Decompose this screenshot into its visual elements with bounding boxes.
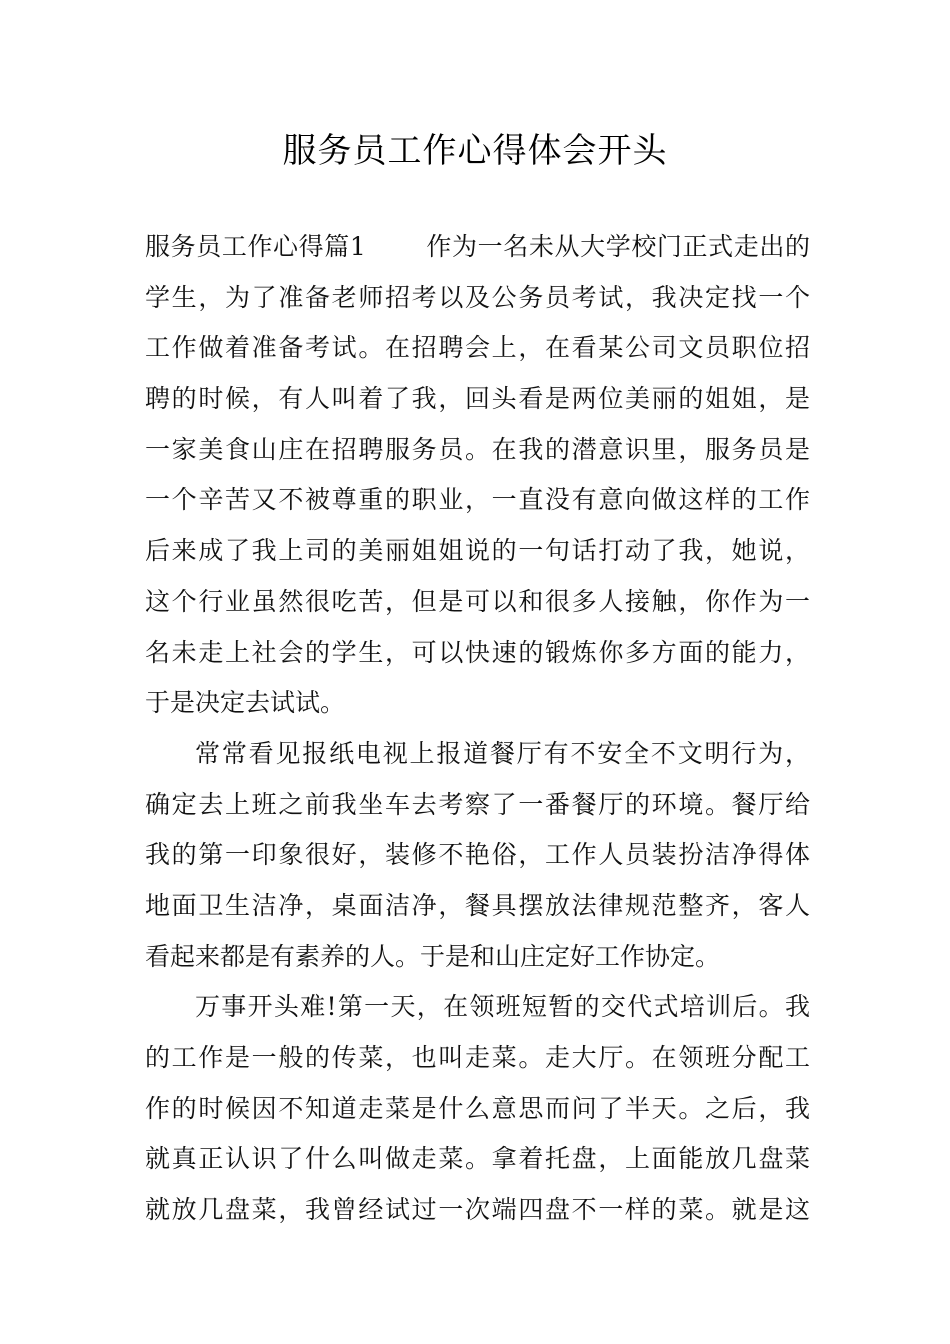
text-line: 常常看见报纸电视上报道餐厅有不安全不文明行为， [195, 738, 810, 768]
text-line: 这个行业虽然很吃苦，但是可以和很多人接触，你作为一 [145, 586, 810, 616]
text-line: 确定去上班之前我坐车去考察了一番餐厅的环境。餐厅给 [145, 789, 810, 819]
text-line: 就放几盘菜，我曾经试过一次端四盘不一样的菜。就是这 [145, 1195, 810, 1225]
text-line: 就真正认识了什么叫做走菜。拿着托盘，上面能放几盘菜 [145, 1144, 810, 1174]
document-title: 服务员工作心得体会开头 [282, 131, 668, 171]
text-line: 于是决定去试试。 [145, 688, 346, 718]
text-line: 学生，为了准备老师招考以及公务员考试，我决定找一个 [145, 282, 810, 312]
text-line: 地面卫生洁净，桌面洁净，餐具摆放法律规范整齐，客人 [145, 890, 810, 920]
text-line: 一个辛苦又不被尊重的职业，一直没有意向做这样的工作 [145, 485, 810, 515]
text-line: 聘的时候，有人叫着了我，回头看是两位美丽的姐姐，是 [145, 384, 810, 414]
text-line: 作的时候因不知道走菜是什么意思而问了半天。之后，我 [145, 1093, 810, 1123]
text-line: 的工作是一般的传菜，也叫走菜。走大厅。在领班分配工 [145, 1043, 810, 1072]
document-body [145, 222, 810, 1236]
text-line: 看起来都是有素养的人。于是和山庄定好工作协定。 [145, 941, 721, 971]
text-line: 工作做着准备考试。在招聘会上，在看某公司文员职位招 [145, 333, 810, 363]
text-line: 后来成了我上司的美丽姐姐说的一句话打动了我，她说， [145, 536, 810, 566]
text-segment: 作为一名未从大学校门正式走出的 [425, 232, 810, 261]
section-heading: 服务员工作心得篇1 [145, 232, 366, 261]
text-line [145, 222, 810, 273]
text-line: 万事开头难!第一天，在领班短暂的交代式培训后。我 [195, 992, 810, 1022]
text-line: 我的第一印象很好，装修不艳俗，工作人员装扮洁净得体 [145, 840, 810, 870]
text-line: 一家美食山庄在招聘服务员。在我的潜意识里，服务员是 [145, 434, 810, 464]
text-line: 名未走上社会的学生，可以快速的锻炼你多方面的能力， [145, 637, 810, 667]
